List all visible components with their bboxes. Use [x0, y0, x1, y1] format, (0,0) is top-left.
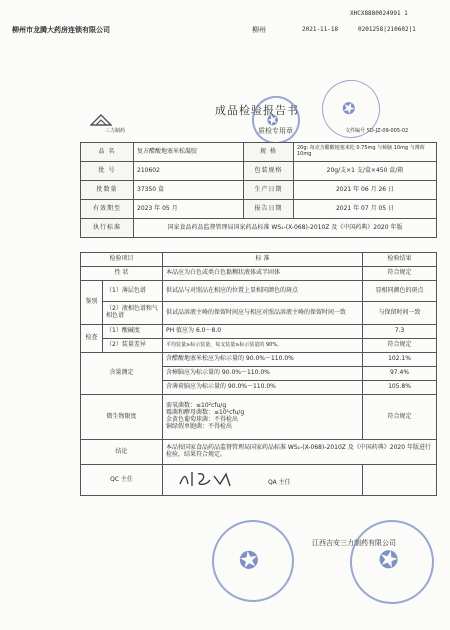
gc-label: （2）液相色谱和气相色谱	[103, 302, 163, 325]
company-seal-left: ✪	[207, 515, 300, 608]
header-date: 2021-11-18	[302, 26, 339, 33]
conclusion-text: 本品按国家食品药品监督管理局国家药品标准 WS₁-(X-068)-2010Z 及《中国药典》2020 年版进行检验，结果符合规定。	[163, 440, 437, 465]
qc-seal-2: ✪	[312, 70, 389, 147]
batch-label: 批 号	[81, 162, 134, 181]
qty-label: 批数量	[81, 181, 134, 200]
gc-standard: 供试品溶液主峰的保留时间应与相应对照品溶液主峰的保留时间一致	[163, 302, 363, 325]
traits-standard: 本品应为白色或类白色黏稠状液体或半固体	[163, 267, 363, 281]
header-company: 柳州市龙腾大药房连锁有限公司	[12, 26, 110, 34]
micro-line-3: 金黄色葡萄球菌：不得检出	[166, 416, 239, 423]
qty-value: 37350 盒	[134, 181, 244, 200]
mfg-value: 2021 年 06 月 26 日	[294, 181, 437, 200]
header-serial: 0201258|210602|1	[358, 26, 416, 33]
std-label: 执行标准	[81, 219, 134, 238]
assay-1-standard: 含醋酸地塞米松应为标示量的 90.0%～110.0%	[163, 353, 363, 367]
pack-label: 包装规格	[244, 162, 294, 181]
report-label: 报告日期	[244, 200, 294, 219]
report-title: 成品检验报告书	[215, 104, 299, 117]
header-item: 检验项目	[81, 253, 163, 267]
mfg-label: 生产日期	[244, 181, 294, 200]
micro-line-1: 需氧菌数：≤10²cfu/g	[166, 402, 227, 410]
assay-3-result: 105.8%	[363, 381, 437, 395]
ident-label: 鉴别	[81, 281, 103, 325]
header-result: 检验结果	[363, 253, 437, 267]
micro-line-2: 霉菌和酵母菌数：≤10¹cfu/g	[166, 409, 245, 417]
product-info-table	[80, 142, 437, 238]
qa-signature-cell	[363, 465, 437, 496]
ph-result: 7.3	[363, 325, 437, 339]
product-name: 复方醋酸地塞米松凝胶	[134, 143, 244, 162]
company-seal-right: ✪	[341, 511, 444, 614]
assay-label: 含量测定	[81, 353, 163, 395]
tlc-label: （1）薄层色谱	[103, 281, 163, 302]
issuer-company: 江西吉安三力制药有限公司	[312, 539, 396, 547]
spec-label: 规 格	[244, 143, 294, 162]
check-label: 检查	[81, 325, 103, 353]
tlc-standard: 供试品与对照品在相应的位置上显相同颜色的斑点	[163, 281, 363, 302]
assay-1-result: 102.1%	[363, 353, 437, 367]
batch-value: 210602	[134, 162, 244, 181]
ph-label: （1）酸碱度	[103, 325, 163, 339]
conclusion-label: 结论	[81, 440, 163, 465]
header-city: 柳州	[252, 26, 266, 34]
exp-value: 2023 年 05 月	[134, 200, 244, 219]
tlc-result: 显相同颜色的斑点	[363, 281, 437, 302]
fill-result: 符合规定	[363, 339, 437, 353]
exp-label: 有效期至	[81, 200, 134, 219]
micro-label: 微生物限度	[81, 395, 163, 440]
qc-label: QC 主任	[81, 465, 163, 496]
header-code: XHCX8880024991 1	[350, 10, 408, 17]
spec-value: 20g: 每克含醋酸地塞米松 0.75mg 与樟脑 10mg 与薄荷 10mg	[294, 143, 437, 162]
micro-result: 符合规定	[363, 395, 437, 440]
brand-logo-icon	[90, 113, 112, 127]
assay-2-standard: 含樟脑应为标示量的 90.0%～110.0%	[163, 367, 363, 381]
stamp-text: 质检专用章	[258, 127, 293, 135]
qc-signature	[176, 468, 236, 490]
qc-seal-1: ✪	[246, 90, 306, 150]
header-standard: 标 准	[163, 253, 363, 267]
report-value: 2021 年 07 月 05 日	[294, 200, 437, 219]
pack-value: 20g/支×1 支/盒×450 盒/箱	[294, 162, 437, 181]
qa-label: QA 主任	[267, 478, 291, 486]
micro-line-4: 铜绿假单胞菌：不得检出	[166, 422, 233, 430]
doc-number: 文件编号 SD-JZ-09-005-02	[345, 128, 409, 134]
fill-standard: 平均装量≥标示装量，每支装量≥标示装量的 90%。	[163, 339, 363, 353]
micro-standard	[163, 395, 363, 440]
test-results-table	[80, 252, 437, 496]
ph-standard: PH 值应为 6.0～8.0	[163, 325, 363, 339]
assay-3-standard: 含薄荷脑应为标示量的 90.0%～110.0%	[163, 381, 363, 395]
std-value: 国家食品药品监督管理局国家药品标准 WS₁-(X-068)-2010Z 及《中国药典》2020 年版	[134, 219, 437, 238]
qc-signature-cell	[163, 465, 363, 496]
fill-label: （2）装量差异	[103, 339, 163, 353]
product-label: 品 名	[81, 143, 134, 162]
traits-result: 符合规定	[363, 267, 437, 281]
traits-label: 性 状	[81, 267, 163, 281]
brand-name: 三力制药	[105, 128, 126, 134]
assay-2-result: 97.4%	[363, 367, 437, 381]
gc-result: 与保留时间一致	[363, 302, 437, 325]
